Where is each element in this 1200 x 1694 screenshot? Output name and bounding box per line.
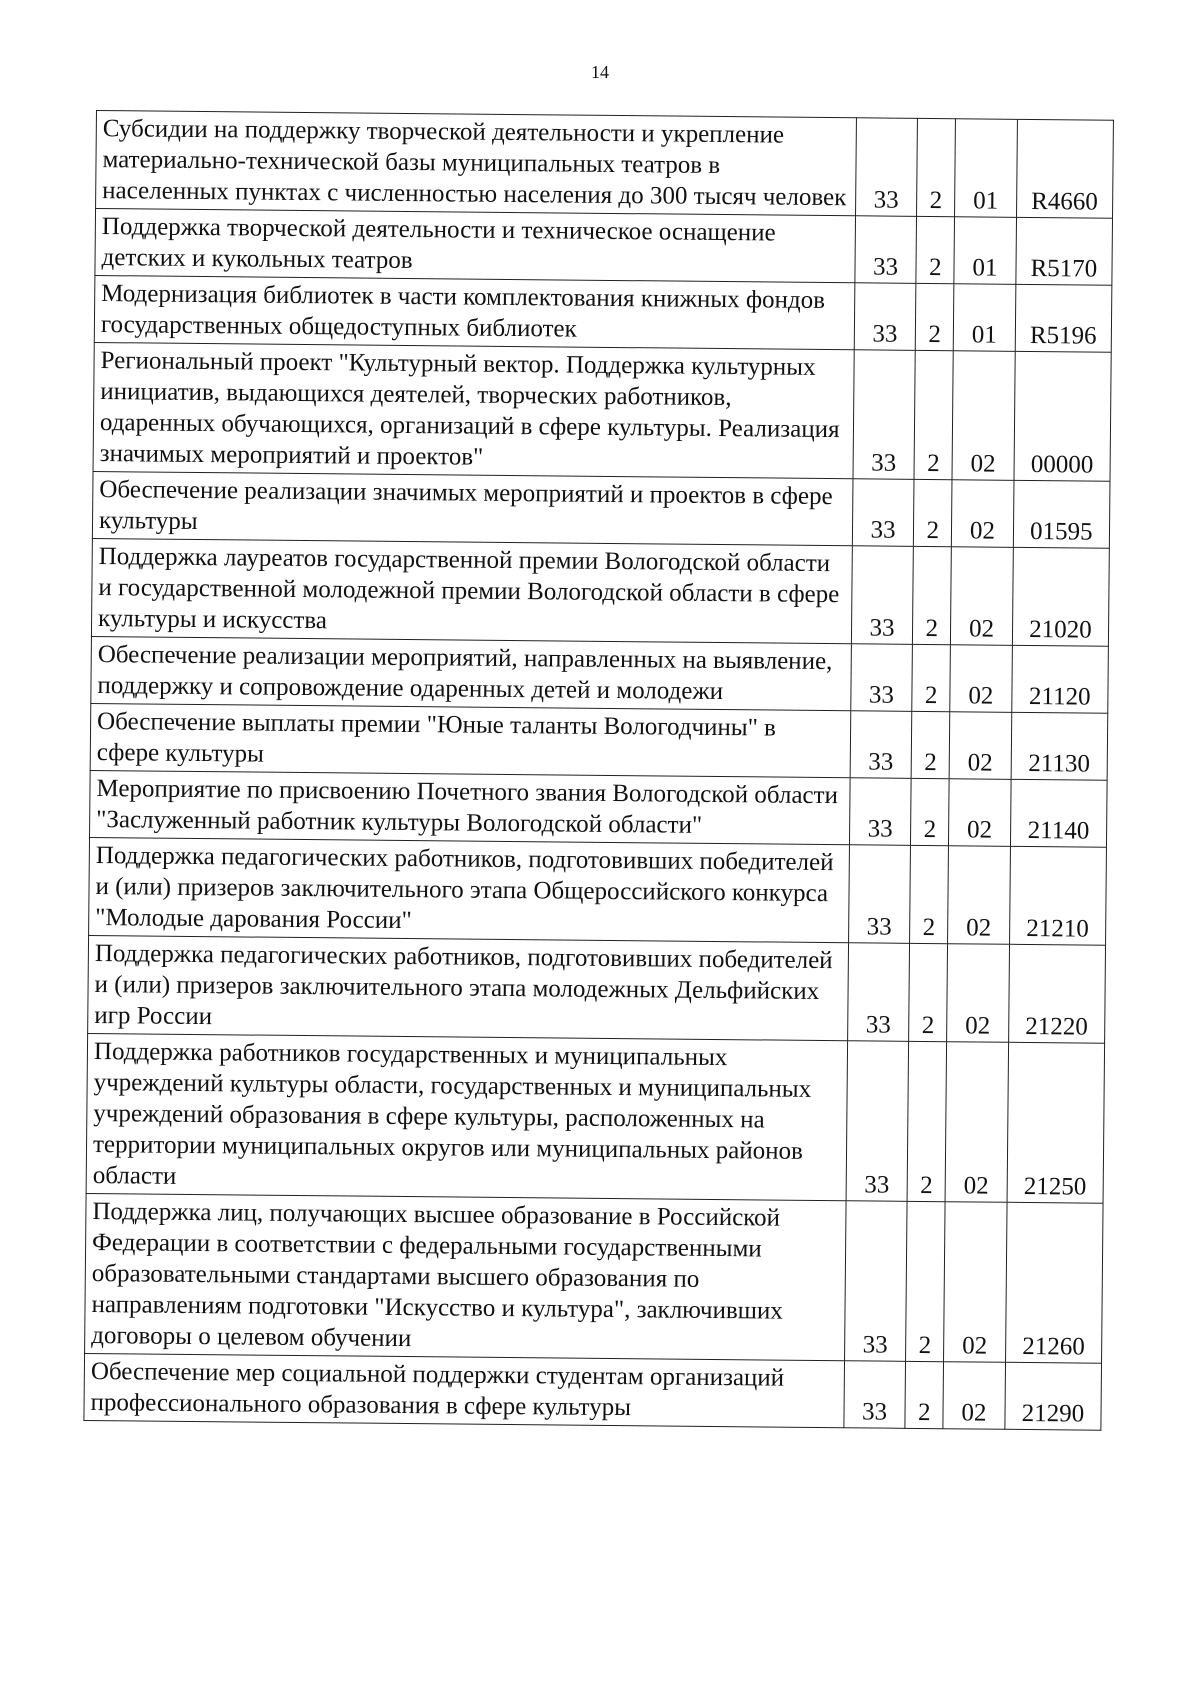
code-subprogram: 01 xyxy=(955,119,1018,218)
code-subprogram: 02 xyxy=(949,712,1011,780)
code-program: 33 xyxy=(844,1201,907,1362)
row-description: Субсидии на поддержку творческой деятельности и укрепление материально-технической базы муниципальных театров в населенных пунктах с численностью населения до 300 тысяч человек xyxy=(96,111,857,216)
code-direction: 01595 xyxy=(1013,480,1110,548)
code-direction: 21120 xyxy=(1012,645,1109,713)
code-direction: 21220 xyxy=(1008,944,1105,1043)
code-type: 2 xyxy=(914,479,952,546)
code-program: 33 xyxy=(849,778,911,846)
table-row xyxy=(86,1033,1104,1203)
code-subprogram: 02 xyxy=(943,1362,1005,1430)
row-description: Обеспечение мер социальной поддержки студентам организаций профессионального образования в сфере культуры xyxy=(84,1353,844,1427)
table-body xyxy=(84,111,1114,1431)
code-subprogram: 02 xyxy=(945,1042,1008,1203)
page-number: 14 xyxy=(591,62,609,82)
code-direction: R5170 xyxy=(1016,217,1113,285)
code-program: 33 xyxy=(855,216,917,284)
table-row xyxy=(92,471,1110,548)
code-program: 33 xyxy=(850,711,912,779)
code-subprogram: 02 xyxy=(948,846,1011,945)
code-subprogram: 02 xyxy=(950,645,1012,713)
code-program: 33 xyxy=(852,479,914,547)
code-type: 2 xyxy=(907,1041,946,1201)
code-direction: 21250 xyxy=(1007,1042,1105,1203)
table-row xyxy=(91,636,1109,713)
code-type: 2 xyxy=(916,216,954,283)
code-type: 2 xyxy=(911,778,949,845)
row-description: Поддержка педагогических работников, подготовивших победителей и (или) призеров заключительного этапа Общероссийского конкурса "Молодые дарования России" xyxy=(89,837,850,942)
row-description: Поддержка лауреатов государственной премии Вологодской области и государственной молодежной премии Вологодской области в сфере культуры и искусства xyxy=(91,538,852,643)
code-subprogram: 01 xyxy=(954,217,1016,285)
table-row xyxy=(85,1193,1103,1363)
code-program: 33 xyxy=(851,644,913,712)
code-program: 33 xyxy=(853,350,916,480)
code-type: 2 xyxy=(917,118,956,216)
code-direction: 21210 xyxy=(1009,846,1106,945)
row-description: Обеспечение реализации значимых мероприятий и проектов в сфере культуры xyxy=(92,471,852,545)
code-subprogram: 02 xyxy=(952,351,1015,481)
table-row xyxy=(91,538,1109,646)
row-description: Модернизация библиотек в части комплектования книжных фондов государственных общедоступных библиотек xyxy=(94,275,854,349)
code-subprogram: 02 xyxy=(952,480,1014,548)
code-subprogram: 02 xyxy=(947,944,1010,1043)
code-type: 2 xyxy=(906,1201,945,1361)
table-row xyxy=(96,111,1114,219)
table-row xyxy=(90,703,1108,780)
code-direction: R5196 xyxy=(1015,284,1112,352)
row-description: Обеспечение выплаты премии "Юные таланты Вологодчины" в сфере культуры xyxy=(90,703,850,777)
code-direction: 21260 xyxy=(1005,1202,1103,1363)
code-program: 33 xyxy=(855,118,918,217)
code-direction: 21290 xyxy=(1005,1362,1102,1430)
row-description: Поддержка педагогических работников, подготовивших победителей и (или) призеров заключительного этапа молодежных Дельфийских игр России xyxy=(88,935,849,1040)
code-program: 33 xyxy=(848,845,911,944)
row-description: Поддержка творческой деятельности и техническое оснащение детских и кукольных театров xyxy=(95,209,855,283)
code-program: 33 xyxy=(847,943,910,1042)
row-description: Поддержка работников государственных и муниципальных учреждений культуры области, государственных и муниципальных учреждений образования в сфере культуры, расположенных на территории муниципальных округов или муниципальных районов области xyxy=(86,1033,847,1200)
table-row xyxy=(95,209,1113,286)
row-description: Мероприятие по присвоению Почетного звания Вологодской области "Заслуженный работник культуры Вологодской области" xyxy=(90,770,850,844)
row-description: Обеспечение реализации мероприятий, направленных на выявление, поддержку и сопровождение одаренных детей и молодежи xyxy=(91,636,851,710)
code-subprogram: 02 xyxy=(944,1202,1007,1363)
code-program: 33 xyxy=(851,546,914,645)
code-type: 2 xyxy=(914,350,953,479)
code-direction: 21020 xyxy=(1012,547,1109,646)
code-direction: R4660 xyxy=(1016,119,1113,218)
table-row xyxy=(89,837,1107,945)
table-row xyxy=(94,275,1112,352)
code-direction: 21140 xyxy=(1010,779,1107,847)
code-type: 2 xyxy=(916,283,954,350)
row-description: Региональный проект "Культурный вектор. Поддержка культурных инициатив, выдающихся деятелей, творческих работников, одаренных обучающихся, организаций в сфере культуры. Реализация значимых мероприятий и проектов" xyxy=(93,342,854,478)
code-program: 33 xyxy=(844,1361,906,1429)
table-row xyxy=(93,342,1111,481)
code-program: 33 xyxy=(846,1041,909,1202)
row-description: Поддержка лиц, получающих высшее образование в Российской Федерации в соответствии с федеральными государственными образовательными стандартами высшего образования по направлениям подготовки "Искусство и культура", заключивших договоры о целевом обучении xyxy=(85,1193,846,1360)
code-subprogram: 01 xyxy=(953,284,1015,352)
code-program: 33 xyxy=(854,283,916,351)
table-row xyxy=(90,770,1108,847)
budget-classification-table xyxy=(83,110,1114,1431)
code-type: 2 xyxy=(912,644,950,711)
code-subprogram: 02 xyxy=(949,779,1011,847)
code-direction: 21130 xyxy=(1011,712,1108,780)
code-direction: 00000 xyxy=(1014,351,1111,481)
code-type: 2 xyxy=(910,845,949,943)
code-type: 2 xyxy=(911,711,949,778)
code-type: 2 xyxy=(909,943,948,1041)
table-row xyxy=(88,935,1106,1043)
code-subprogram: 02 xyxy=(951,547,1014,646)
code-type: 2 xyxy=(905,1361,943,1428)
table-row xyxy=(84,1353,1102,1430)
code-type: 2 xyxy=(913,546,952,644)
